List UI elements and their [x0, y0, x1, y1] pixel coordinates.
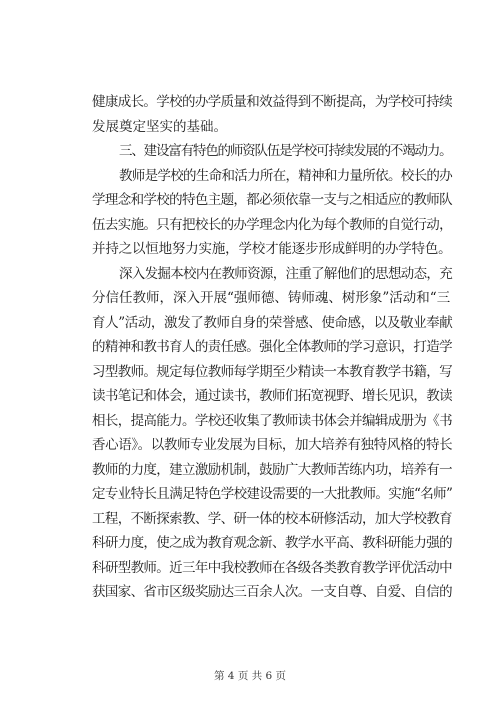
text-line: 并持之以恒地努力实施，学校才能逐步形成鲜明的办学特色。	[92, 241, 452, 257]
text-line: 教师是学校的生命和活力所在，精神和力量所依。校长的办	[119, 167, 452, 184]
text-line: 三、建设富有特色的师资队伍是学校可持续发展的不竭动力。	[119, 143, 452, 159]
text-line: 工程，不断探索教、学、研一体的校本研修活动，加大学校教育	[92, 510, 452, 527]
text-line: 获国家、省市区级奖励达三百余人次。一支自尊、自爱、自信的	[92, 584, 452, 600]
text-line: 发展奠定坚实的基础。	[92, 118, 227, 135]
document-body	[92, 90, 452, 605]
text-line: 教师的力度，建立激励机制，鼓励广大教师苦练内功，培养有一	[92, 461, 452, 478]
text-line: 健康成长。学校的办学质量和效益得到不断提高，为学校可持续	[92, 94, 452, 110]
text-line: 育人”活动，激发了教师自身的荣誉感、使命感，以及敬业奉献	[92, 314, 453, 331]
text-line: 读书笔记和体会，通过读书，教师们拓宽视野、增长见识，教读	[92, 388, 452, 404]
text-line: 科研型教师。近三年中我校教师在各级各类教育教学评优活动中	[92, 559, 452, 576]
text-line: 科研力度，使之成为教育观念新、教学水平高、教科研能力强的	[92, 535, 452, 551]
page-footer: 第 4 页 共 6 页	[213, 670, 287, 682]
text-line: 相长，提高能力。学校还收集了教师读书体会并编辑成册为《书	[92, 412, 452, 429]
text-line: 学理念和学校的特色主题，都必须依靠一支与之相适应的教师队	[92, 192, 452, 208]
text-line: 习型教师。规定每位教师每学期至少精读一本教育教学书籍，写	[92, 363, 452, 380]
text-line: 伍去实施。只有把校长的办学理念内化为每个教师的自觉行动，	[92, 216, 452, 233]
text-line: 的精神和教书育人的责任感。强化全体教师的学习意识，打造学	[92, 339, 452, 355]
text-line: 香心语》。以教师专业发展为目标，加大培养有独特风格的特长	[92, 437, 453, 453]
text-line: 分信任教师，深入开展“强师德、铸师魂、树形象”活动和“三	[92, 290, 451, 306]
text-line: 深入发掘本校内在教师资源，注重了解他们的思想动态，充	[119, 265, 452, 282]
text-line: 定专业特长且满足特色学校建设需要的一大批教师。实施“名师”	[92, 486, 453, 502]
